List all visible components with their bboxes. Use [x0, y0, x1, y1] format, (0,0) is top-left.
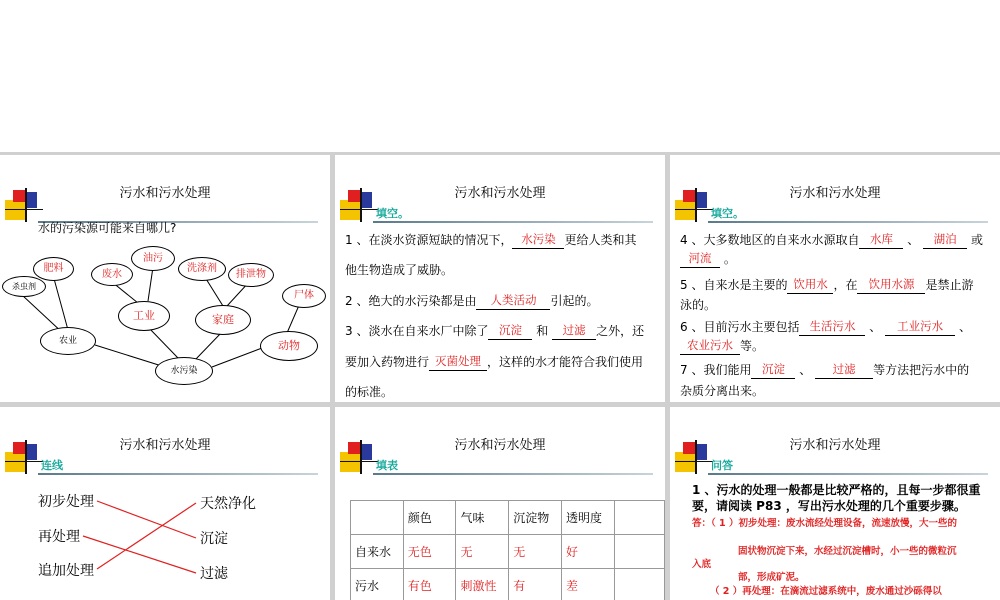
- table-header-cell: 颜色: [403, 501, 456, 535]
- slide-thumbnail-4[interactable]: [0, 407, 330, 600]
- answer-drinking-source: 饮用水源: [868, 277, 915, 291]
- question-5-line-2: 泳的。: [680, 298, 717, 312]
- slide-logo-icon: [340, 440, 380, 474]
- qa-answer-line-5: （ 2 ）再处理：在滴流过滤系统中，废水通过沙砾得以: [710, 586, 942, 597]
- answer-agricultural-sewage: 农业污水: [687, 338, 733, 352]
- question-3-line-2: 要加入药物进行 灭菌处理 ，这样的水才能符合我们使用: [345, 354, 644, 369]
- node-carcass: 尸体: [282, 284, 326, 308]
- section-label: 问答: [711, 459, 733, 472]
- answer-water-pollution: 水污染: [521, 232, 556, 246]
- answer-drinking-water: 饮用水: [793, 277, 828, 291]
- section-label: 填空。: [711, 207, 744, 220]
- qa-answer-line-4: 部，形成矿泥。: [738, 572, 805, 583]
- question-5-line-1: 5 、自来水是主要的 饮用水 ，在 饮用水源 是禁止游: [680, 277, 974, 292]
- table-cell: 差: [561, 569, 614, 600]
- qa-answer-line-1: 答：（ 1 ）初步处理：废水流经处理设备，流速放慢，大一些的: [692, 518, 957, 529]
- left-item-primary-treatment: 初步处理: [38, 494, 94, 510]
- question-4-line-1: 4 、大多数地区的自来水水源取自 水库 、 湖泊 或: [680, 232, 983, 247]
- answer-sterilization: 灭菌处理: [435, 354, 482, 368]
- slide-title: 污水和污水处理: [789, 186, 881, 201]
- table-header-cell: [351, 501, 404, 535]
- answer-river: 河流: [688, 251, 712, 265]
- table-header-cell: [614, 501, 664, 535]
- node-animals: 动物: [260, 331, 318, 361]
- slide-title: 污水和污水处理: [454, 186, 546, 201]
- answer-sedimentation: 沉淀: [498, 323, 522, 337]
- answer-reservoir: 水库: [869, 232, 893, 246]
- qa-answer-line-2: 固状物沉淀下来，水经过沉淀槽时，小一些的微粒沉: [738, 546, 957, 557]
- question-2: 2 、绝大的水污染都是由 人类活动 引起的。: [345, 293, 599, 308]
- question-6-line-1: 6 、目前污水主要包括 生活污水 、 工业污水 、: [680, 319, 971, 334]
- answer-industrial-sewage: 工业污水: [897, 319, 944, 333]
- question-4-line-2: 河流 。: [680, 251, 736, 268]
- node-household: 家庭: [195, 305, 251, 335]
- table-cell: [614, 569, 664, 600]
- section-label: 填空。: [376, 207, 409, 220]
- question-3-line-3: 的标准。: [345, 385, 394, 399]
- table-row-label: 自来水: [351, 535, 404, 569]
- slide-thumbnail-2[interactable]: [335, 155, 665, 402]
- title-rule: [708, 221, 988, 223]
- table-header-cell: 气味: [456, 501, 509, 535]
- slide-thumbnail-1[interactable]: [0, 155, 330, 402]
- node-water-pollution: 水污染: [155, 357, 213, 385]
- question-7-line-2: 杂质分离出来。: [680, 384, 765, 398]
- question-1-line-2: 他生物造成了威胁。: [345, 263, 454, 277]
- node-industry: 工业: [118, 301, 170, 331]
- table-cell: 有色: [403, 569, 456, 600]
- table-cell: 无: [456, 535, 509, 569]
- answer-filtration-2: 过滤: [832, 362, 856, 376]
- slide-logo-icon: [675, 188, 715, 222]
- question-3-line-1: 3 、淡水在自来水厂中除了 沉淀 和 过滤 之外，还: [345, 323, 645, 338]
- slide-title: 污水和污水处理: [119, 186, 211, 201]
- table-row: [351, 535, 665, 569]
- node-insecticide: 杀虫剂: [2, 276, 46, 297]
- table-row-label: 污水: [351, 569, 404, 600]
- right-item-filtration: 过滤: [200, 566, 228, 582]
- answer-sedimentation-2: 沉淀: [761, 362, 785, 376]
- title-rule: [708, 473, 988, 475]
- answer-human-activity: 人类活动: [490, 293, 537, 307]
- table-header-cell: 透明度: [561, 501, 614, 535]
- comparison-table: [350, 500, 665, 600]
- section-label: 连线: [41, 459, 63, 472]
- slide-thumbnail-6[interactable]: [670, 407, 1000, 600]
- table-cell: 刺激性: [456, 569, 509, 600]
- left-item-tertiary-treatment: 追加处理: [38, 563, 94, 579]
- right-item-natural-purification: 天然净化: [200, 496, 256, 512]
- slide-logo-icon: [340, 188, 380, 222]
- question-7-line-1: 7 、我们能用 沉淀 、 过滤 等方法把污水中的: [680, 362, 970, 377]
- slide-title: 污水和污水处理: [789, 438, 881, 453]
- slide-title: 污水和污水处理: [119, 438, 211, 453]
- section-label: 填表: [376, 459, 398, 472]
- question-6-line-2: 农业污水 等。: [680, 338, 764, 355]
- table-cell: 有: [509, 569, 562, 600]
- qa-question: 1 、污水的处理一般都是比较严格的，且每一步都很重要，请阅读 P83 ，写出污水处理的几个重要步骤。: [692, 483, 981, 513]
- answer-filtration: 过滤: [562, 323, 586, 337]
- node-wastewater: 废水: [91, 263, 133, 286]
- slide-thumbnail-5[interactable]: [335, 407, 665, 600]
- table-cell: 无色: [403, 535, 456, 569]
- node-agriculture: 农业: [40, 327, 96, 355]
- node-fertilizer: 肥料: [33, 257, 74, 281]
- table-row: [351, 569, 665, 600]
- slide-title: 污水和污水处理: [454, 438, 546, 453]
- title-rule: [373, 221, 653, 223]
- matching-lines: [0, 407, 330, 600]
- answer-domestic-sewage: 生活污水: [809, 319, 856, 333]
- table-cell: 好: [561, 535, 614, 569]
- node-detergent: 洗涤剂: [178, 257, 226, 281]
- title-rule: [373, 473, 653, 475]
- table-header-cell: 沉淀物: [509, 501, 562, 535]
- node-excreta: 排泄物: [228, 263, 274, 287]
- right-item-sedimentation: 沉淀: [200, 531, 228, 547]
- table-cell: 无: [509, 535, 562, 569]
- answer-lake: 湖泊: [933, 232, 957, 246]
- table-cell: [614, 535, 664, 569]
- slide-thumbnail-3[interactable]: [670, 155, 1000, 402]
- qa-answer-line-3: 入底: [692, 559, 712, 570]
- slide-logo-icon: [675, 440, 715, 474]
- table-header-row: [351, 501, 665, 535]
- left-item-secondary-treatment: 再处理: [38, 529, 80, 545]
- question-1-line-1: 1 、在淡水资源短缺的情况下， 水污染 更给人类和其: [345, 232, 637, 247]
- node-oil: 油污: [131, 246, 175, 271]
- pollution-source-question: 水的污染源可能来自哪儿?: [38, 221, 177, 235]
